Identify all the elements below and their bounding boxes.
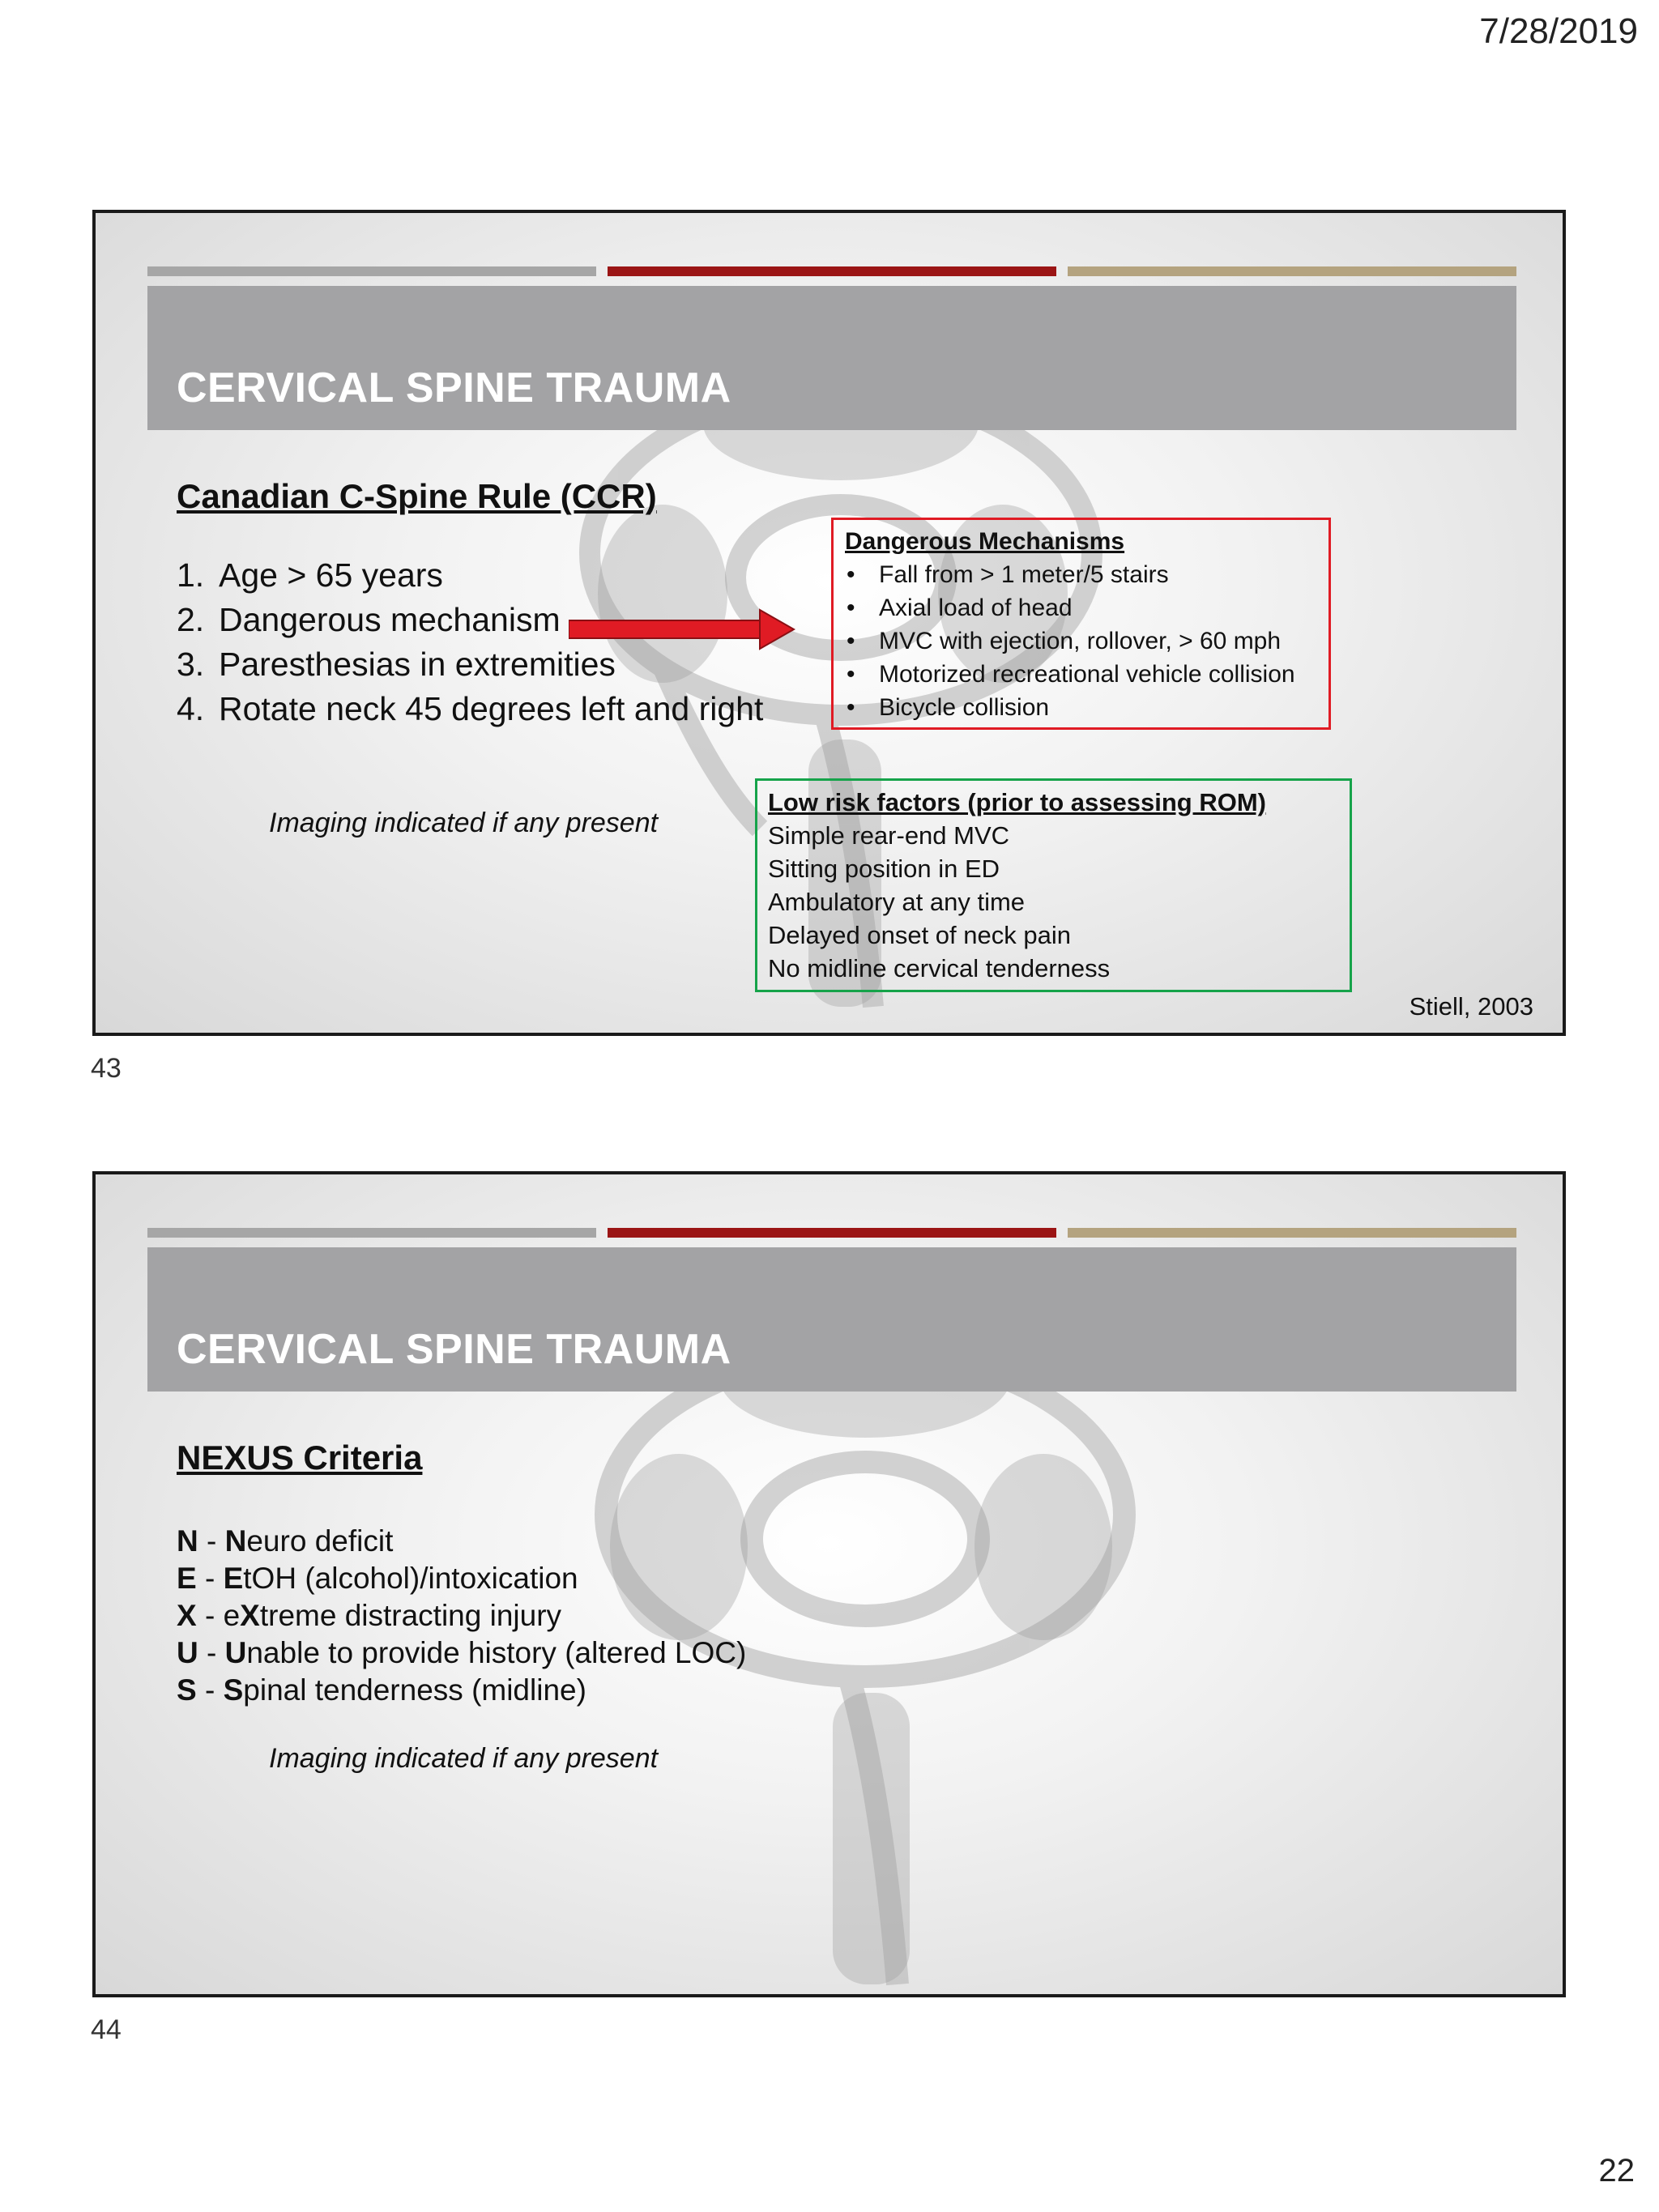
list-item: Sitting position in ED (768, 855, 1000, 883)
nexus-list (177, 1523, 746, 1709)
accent-bar-gray (147, 1228, 596, 1238)
low-risk-box (755, 778, 1352, 992)
list-item: • MVC with ejection, rollover, > 60 mph (845, 624, 1317, 658)
imaging-note: Imaging indicated if any present (269, 1743, 659, 1774)
box-title: Dangerous Mechanisms (845, 528, 1125, 555)
slide-subheading: Canadian C-Spine Rule (CCR) (177, 477, 657, 515)
slide-title: CERVICAL SPINE TRAUMA (177, 364, 731, 411)
title-banner (147, 286, 1516, 430)
accent-bar-red (608, 266, 1056, 276)
accent-bars (147, 266, 1516, 276)
list-item: • Axial load of head (845, 591, 1317, 624)
list-item: U - Unable to provide history (altered LOC) (177, 1636, 747, 1669)
right-arrow-icon (569, 608, 795, 650)
list-item: E - EtOH (alcohol)/intoxication (177, 1562, 578, 1595)
box-title: Low risk factors (prior to assessing ROM) (768, 788, 1266, 816)
slide-44 (92, 1171, 1566, 1997)
list-item: 4. Rotate neck 45 degrees left and right (177, 690, 764, 727)
title-banner (147, 1247, 1516, 1392)
citation: Stiell, 2003 (1409, 992, 1533, 1021)
list-item: 1. Age > 65 years (177, 556, 443, 594)
accent-bar-red (608, 1228, 1056, 1238)
list-item: X - eXtreme distracting injury (177, 1599, 562, 1632)
dangerous-mechanisms-box (831, 518, 1331, 730)
slide-number: 43 (91, 1053, 122, 1084)
list-item: • Motorized recreational vehicle collision (845, 658, 1317, 691)
list-item: Simple rear-end MVC (768, 821, 1010, 850)
list-item: No midline cervical tenderness (768, 954, 1111, 982)
accent-bar-tan (1068, 1228, 1516, 1238)
slide-subheading: NEXUS Criteria (177, 1438, 423, 1477)
slide-title: CERVICAL SPINE TRAUMA (177, 1326, 731, 1373)
list-item: Ambulatory at any time (768, 888, 1026, 916)
list-item: 2. Dangerous mechanism (177, 601, 561, 638)
slide-number: 44 (91, 2014, 122, 2045)
list-item: • Fall from > 1 meter/5 stairs (845, 558, 1317, 591)
list-item: • Bicycle collision (845, 691, 1317, 724)
slide-43 (92, 210, 1566, 1036)
accent-bar-tan (1068, 266, 1516, 276)
list-item: S - Spinal tenderness (midline) (177, 1673, 586, 1707)
list-item: N - Neuro deficit (177, 1524, 394, 1558)
accent-bars (147, 1228, 1516, 1238)
page-number: 22 (1598, 2153, 1635, 2189)
page-date: 7/28/2019 (1479, 11, 1638, 51)
accent-bar-gray (147, 266, 596, 276)
list-item: 3. Paresthesias in extremities (177, 646, 616, 683)
list-item: Delayed onset of neck pain (768, 921, 1071, 949)
imaging-note: Imaging indicated if any present (269, 808, 659, 838)
